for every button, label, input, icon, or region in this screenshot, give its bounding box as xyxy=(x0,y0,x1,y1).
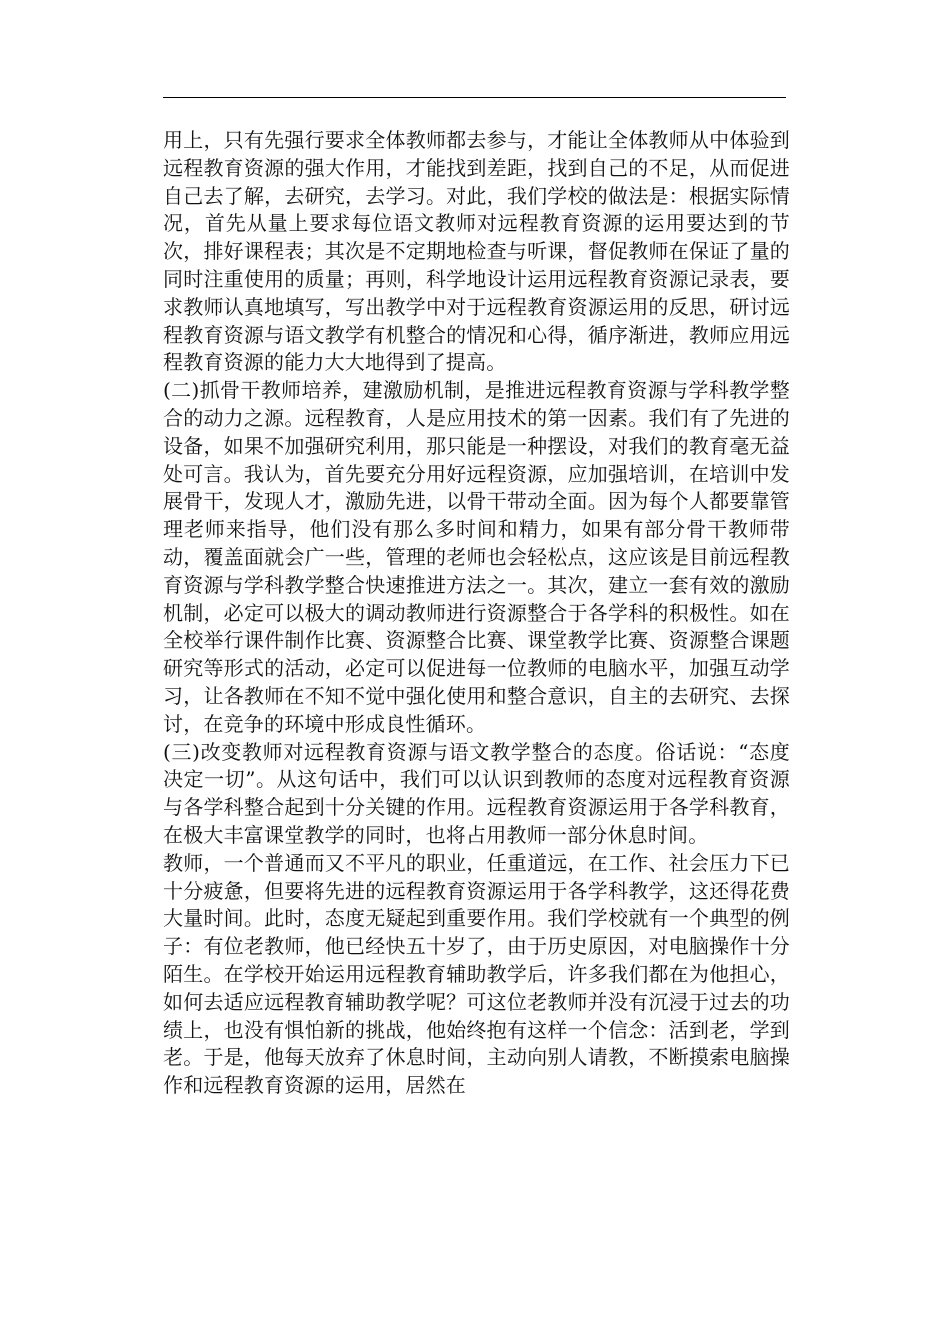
paragraph-1: 用上，只有先强行要求全体教师都去参与，才能让全体教师从中体验到远程教育资源的强大作用，才能找到差距，找到自己的不足，从而促进自己去了解，去研究，去学习。对此，我们学校的做法是：根据实际情况，首先从量上要求每位语文教师对远程教育资源的运用要达到的节次，排好课程表；其次是不定期地检查与听课，督促教师在保证了量的同时注重使用的质量；再则，科学地设计运用远程教育资源记录表，要求教师认真地填写，写出教学中对于远程教育资源运用的反思，研讨远程教育资源与语文教学有机整合的情况和心得，循序渐进，教师应用远程教育资源的能力大大地得到了提高。 xyxy=(163,128,790,375)
header-rule xyxy=(163,97,786,98)
document-body xyxy=(163,127,790,1100)
paragraph-2: (二)抓骨干教师培养，建激励机制，是推进远程教育资源与学科教学整合的动力之源。远程教育，人是应用技术的第一因素。我们有了先进的设备，如果不加强研究利用，那只能是一种摆设，对我们的教育毫无益处可言。我认为，首先要充分用好远程资源，应加强培训，在培训中发展骨干，发现人才，激励先进，以骨干带动全面。因为每个人都要靠管理老师来指导，他们没有那么多时间和精力，如果有部分骨干教师带动，覆盖面就会广一些，管理的老师也会轻松点，这应该是目前远程教育资源与学科教学整合快速推进方法之一。其次，建立一套有效的激励机制，必定可以极大的调动教师进行资源整合于各学科的积极性。如在全校举行课件制作比赛、资源整合比赛、课堂教学比赛、资源整合课题研究等形式的活动，必定可以促进每一位教师的电脑水平，加强互动学习，让各教师在不知不觉中强化使用和整合意识，自主的去研究、去探讨，在竞争的环境中形成良性循环。 xyxy=(163,378,790,736)
paragraph-3: (三)改变教师对远程教育资源与语文教学整合的态度。俗话说：“态度决定一切”。从这句话中，我们可以认识到教师的态度对远程教育资源与各学科整合起到十分关键的作用。远程教育资源运用于各学科教育，在极大丰富课堂教学的同时，也将占用教师一部分休息时间。 xyxy=(163,739,790,847)
paragraph-4: 教师，一个普通而又不平凡的职业，任重道远，在工作、社会压力下已十分疲惫，但要将先进的远程教育资源运用于各学科教学，这还得花费大量时间。此时，态度无疑起到重要作用。我们学校就有一个典型的例子：有位老教师，他已经快五十岁了，由于历史原因，对电脑操作十分陌生。在学校开始运用远程教育辅助教学后，许多我们都在为他担心，如何去适应远程教育辅助教学呢？可这位老教师并没有沉浸于过去的功绩上，也没有惧怕新的挑战，他始终抱有这样一个信念：活到老，学到老。于是，他每天放弃了休息时间，主动向别人请教，不断摸索电脑操作和远程教育资源的运用，居然在 xyxy=(163,850,790,1098)
